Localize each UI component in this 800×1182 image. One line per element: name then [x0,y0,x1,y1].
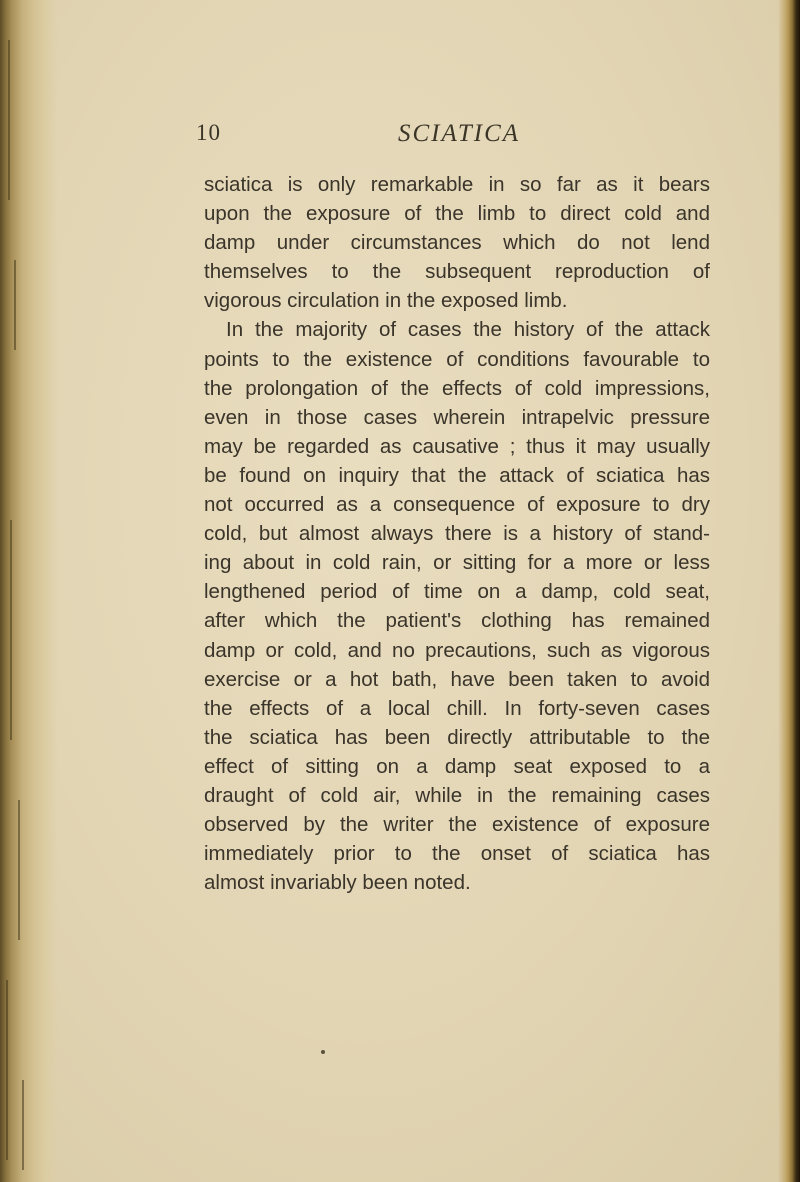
text-line: ing about in cold rain, or sitting for a more or less [204,551,710,575]
text-line: the sciatica has been directly attributable to the [204,725,710,749]
text-line: lengthened period of time on a damp, cold seat, [204,580,710,604]
body-text [204,170,710,897]
page-number: 10 [196,120,221,145]
text-line: the effects of a local chill. In forty-seven cases [204,696,710,720]
text-line: damp or cold, and no precautions, such as vigorous [204,638,710,662]
text-line: In the majority of cases the history of the attack [226,318,710,342]
text-line: cold, but almost always there is a history of stand- [204,522,710,546]
text-line: vigorous circulation in the exposed limb. [204,289,568,313]
text-line: immediately prior to the onset of sciatica has [204,842,710,866]
paragraph-1 [204,170,710,315]
text-line: be found on inquiry that the attack of sciatica has [204,463,710,487]
text-line: the prolongation of the effects of cold impressions, [204,376,710,400]
text-line: even in those cases wherein intrapelvic pressure [204,405,710,429]
text-line: may be regarded as causative ; thus it may usually [204,434,710,458]
page-right-edge [778,0,800,1182]
text-line: observed by the writer the existence of exposure [204,813,710,837]
text-line: almost invariably been noted. [204,871,471,895]
text-line: sciatica is only remarkable in so far as it bears [204,173,710,196]
ink-speck [321,1050,325,1054]
text-line: upon the exposure of the limb to direct cold and [204,202,710,226]
running-title: SCIATICA [398,120,521,147]
text-line: after which the patient's clothing has remained [204,609,710,633]
text-line: damp under circumstances which do not lend [204,231,710,255]
text-line: points to the existence of conditions favourable to [204,347,710,371]
paragraph-2 [204,315,710,897]
text-line: themselves to the subsequent reproduction of [204,260,710,284]
text-line: exercise or a hot bath, have been taken to avoid [204,667,710,691]
text-line: effect of sitting on a damp seat exposed to a [204,754,710,778]
text-line: draught of cold air, while in the remaining cases [204,783,710,807]
page-header [196,120,596,152]
page-binding-edge [0,0,58,1182]
text-line: not occurred as a consequence of exposure to dry [204,493,710,517]
